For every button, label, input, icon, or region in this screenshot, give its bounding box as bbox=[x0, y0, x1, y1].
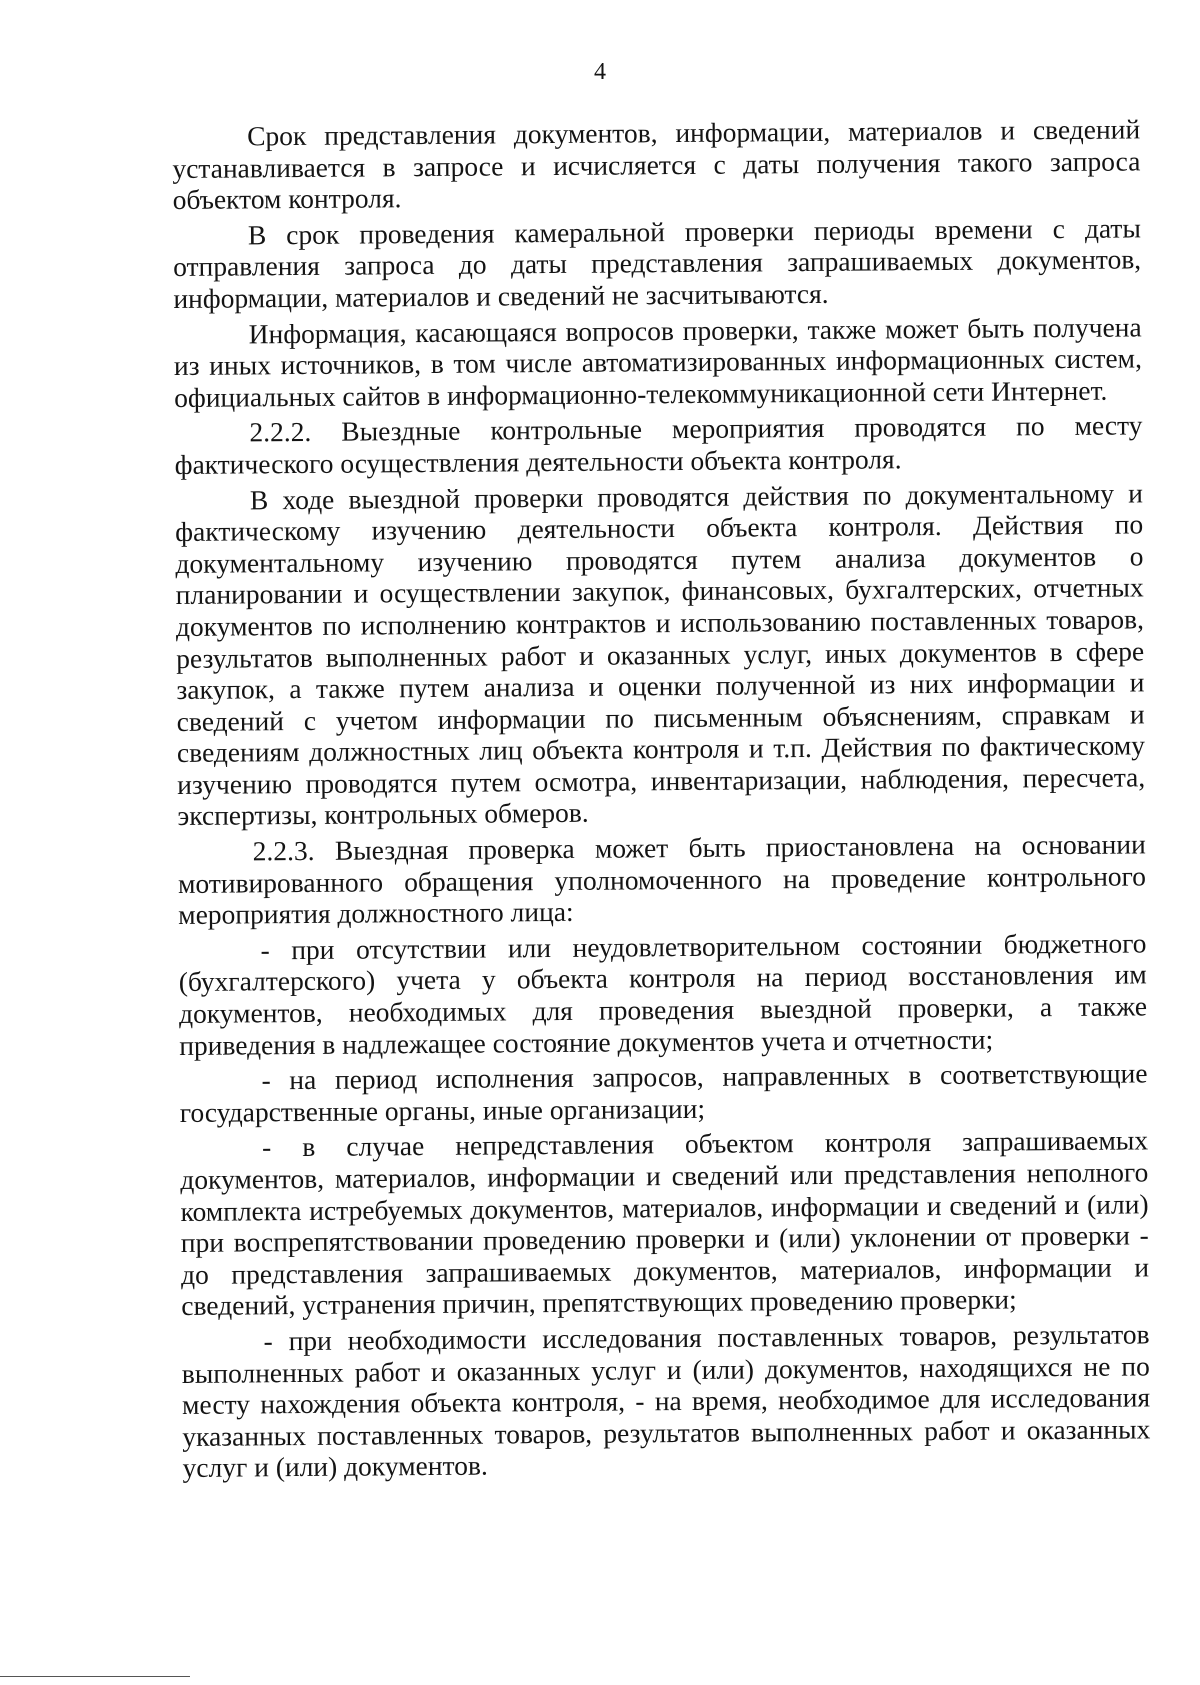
list-item-accounting-state: - при отсутствии или неудовлетворительном состоянии бюджетного (бухгалтерского) учета у объекта контроля на период восстановления им документов, необходимых для проведения выездной проверки, а также приведения в надлежащее состояние документов учета и отчетности; bbox=[178, 927, 1148, 1061]
footnote-divider bbox=[0, 1676, 190, 1677]
list-item-requests-execution: - на период исполнения запросов, направленных в соответствующие государственные органы, иные организации; bbox=[179, 1057, 1148, 1128]
paragraph-other-sources: Информация, касающаяся вопросов проверки, также может быть получена из иных источников, в том числе автоматизированных информационных систем, официальных сайтов в информационно-телекоммуникационной сети Интернет. bbox=[173, 310, 1143, 413]
paragraph-2-2-3: 2.2.3. Выездная проверка может быть приостановлена на основании мотивированного обращения уполномоченного на проведение контрольного мероприятия должностного лица: bbox=[177, 828, 1147, 931]
paragraph-submission-deadline: Срок представления документов, информации, материалов и сведений устанавливается в запросе и исчисляется с даты получения такого запроса объектом контроля. bbox=[172, 113, 1141, 216]
document-body bbox=[172, 113, 1151, 1487]
paragraph-desk-audit-period: В срок проведения камеральной проверки периоды времени с даты отправления запроса до даты представления запрашиваемых документов, информации, материалов и сведений не засчитываются. bbox=[173, 212, 1142, 314]
page-number: 4 bbox=[594, 59, 606, 85]
list-item-research-goods: - при необходимости исследования поставленных товаров, результатов выполненных работ и оказанных услуг и (или) документов, находящихся не по месту нахождения объекта контроля, - на время, необходимое для исследования указанных поставленных товаров, результатов выполненных работ и оказанных услуг и (или) документов. bbox=[181, 1318, 1151, 1484]
list-item-non-submission: - в случае непредставления объектом контроля запрашиваемых документов, материалов, информации и сведений или представления неполного комплекта истребуемых документов, материалов, информации и сведений и (или) при воспрепятствовании проведению проверки и (или) уклонении от проверки - до представления запрашиваемых документов, материалов, информации и сведений, устранения причин, препятствующих проведению проверки; bbox=[180, 1124, 1150, 1322]
paragraph-field-audit-actions: В ходе выездной проверки проводятся действия по документальному и фактическому изучению деятельности объекта контроля. Действия по документальному изучению проводятся путем анализа документов о планировании и осуществлении закупок, финансовых, бухгалтерских, отчетных документов по исполнению контрактов и использованию поставленных товаров, результатов выполненных работ и оказанных услуг, иных документов в сфере закупок, а также путем анализа и оценки полученной из них информации и сведений с учетом информации по письменным объяснениям, справкам и сведениям должностных лиц объекта контроля и т.п. Действия по фактическому изучению проводятся путем осмотра, инвентаризации, наблюдения, пересчета, экспертизы, контрольных обмеров. bbox=[175, 476, 1146, 832]
paragraph-2-2-2: 2.2.2. Выездные контрольные мероприятия проводятся по месту фактического осуществления деятельности объекта контроля. bbox=[174, 409, 1143, 480]
